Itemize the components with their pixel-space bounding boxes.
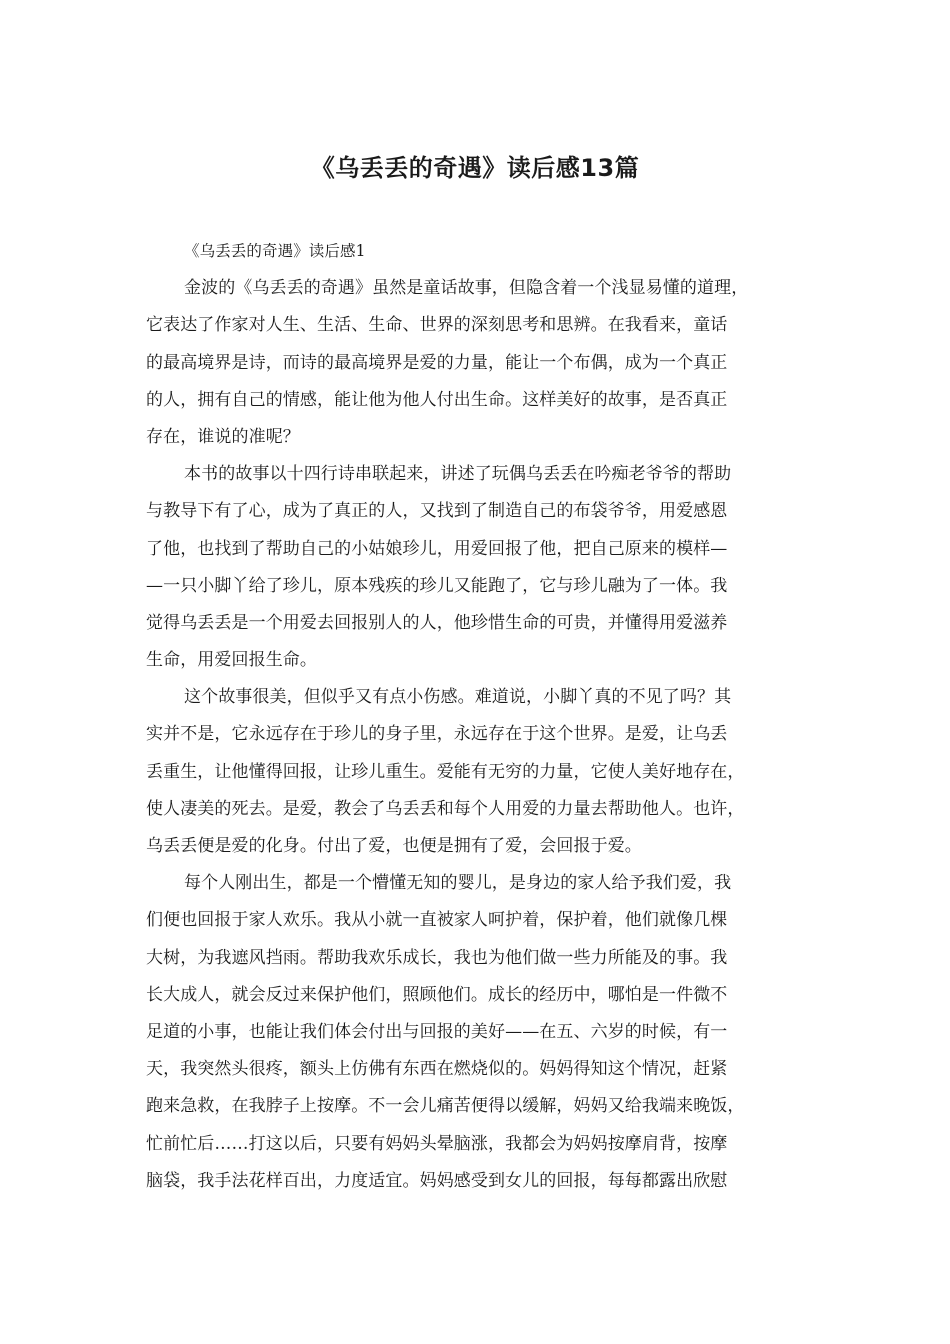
document-body <box>146 233 808 1200</box>
paragraph-line: 天，我突然头很疼，额头上仿佛有东西在燃烧似的。妈妈得知这个情况，赶紧 <box>146 1059 728 1080</box>
paragraph-line: 足道的小事，也能让我们体会付出与回报的美好——在五、六岁的时候，有一 <box>146 1021 728 1042</box>
paragraph-line: 长大成人，就会反过来保护他们，照顾他们。成长的经历中，哪怕是一件微不 <box>146 984 728 1005</box>
paragraph-line: 这个故事很美，但似乎又有点小伤感。难道说，小脚丫真的不见了吗？其 <box>184 687 732 708</box>
paragraph-line: 忙前忙后……打这以后，只要有妈妈头晕脑涨，我都会为妈妈按摩肩背，按摩 <box>146 1133 728 1154</box>
paragraph-line: —一只小脚丫给了珍儿，原本残疾的珍儿又能跑了，它与珍儿融为了一体。我 <box>146 575 728 596</box>
paragraph-line: 了他，也找到了帮助自己的小姑娘珍儿，用爱回报了他，把自己原来的模样— <box>146 538 728 559</box>
paragraph-line: 乌丢丢便是爱的化身。付出了爱，也便是拥有了爱，会回报于爱。 <box>146 836 642 856</box>
paragraph-line: 脑袋，我手法花样百出，力度适宜。妈妈感受到女儿的回报，每每都露出欣慰 <box>146 1170 728 1191</box>
paragraph-line: 使人凄美的死去。是爱，教会了乌丢丢和每个人用爱的力量去帮助他人。也许， <box>146 798 745 819</box>
paragraph-line: 生命，用爱回报生命。 <box>146 650 317 671</box>
paragraph-line: 丢重生，让他懂得回报，让珍儿重生。爱能有无穷的力量，它使人美好地存在， <box>146 761 745 782</box>
paragraph-line: 本书的故事以十四行诗串联起来，讲述了玩偶乌丢丢在吟痴老爷爷的帮助 <box>184 464 732 485</box>
paragraph-line: 金波的《乌丢丢的奇遇》虽然是童话故事，但隐含着一个浅显易懂的道理， <box>184 278 749 299</box>
paragraph-line: 的最高境界是诗，而诗的最高境界是爱的力量，能让一个布偶，成为一个真正 <box>146 352 728 373</box>
paragraph-line: 存在，谁说的准呢？ <box>146 426 300 447</box>
paragraph-line: 它表达了作家对人生、生活、生命、世界的深刻思考和思辨。在我看来，童话 <box>146 315 728 336</box>
paragraph-line: 跑来急救，在我脖子上按摩。不一会儿痛苦便得以缓解，妈妈又给我端来晚饭， <box>146 1096 745 1117</box>
paragraph-line: 的人，拥有自己的情感，能让他为他人付出生命。这样美好的故事，是否真正 <box>146 389 728 410</box>
paragraph-line: 觉得乌丢丢是一个用爱去回报别人的人，他珍惜生命的可贵，并懂得用爱滋养 <box>146 612 728 633</box>
document-title: 《乌丢丢的奇遇》读后感13篇 <box>310 154 640 182</box>
paragraph-line: 每个人刚出生，都是一个懵懂无知的婴儿，是身边的家人给予我们爱，我 <box>184 873 732 894</box>
paragraph-line: 们便也回报于家人欢乐。我从小就一直被家人呵护着，保护着，他们就像几棵 <box>146 910 728 931</box>
paragraph-line: 大树，为我遮风挡雨。帮助我欢乐成长，我也为他们做一些力所能及的事。我 <box>146 947 728 968</box>
section-heading: 《乌丢丢的奇遇》读后感1 <box>184 242 366 260</box>
paragraph-line: 与教导下有了心，成为了真正的人，又找到了制造自己的布袋爷爷，用爱感恩 <box>146 501 728 522</box>
paragraph-line: 实并不是，它永远存在于珍儿的身子里，永远存在于这个世界。是爱，让乌丢 <box>146 724 728 745</box>
